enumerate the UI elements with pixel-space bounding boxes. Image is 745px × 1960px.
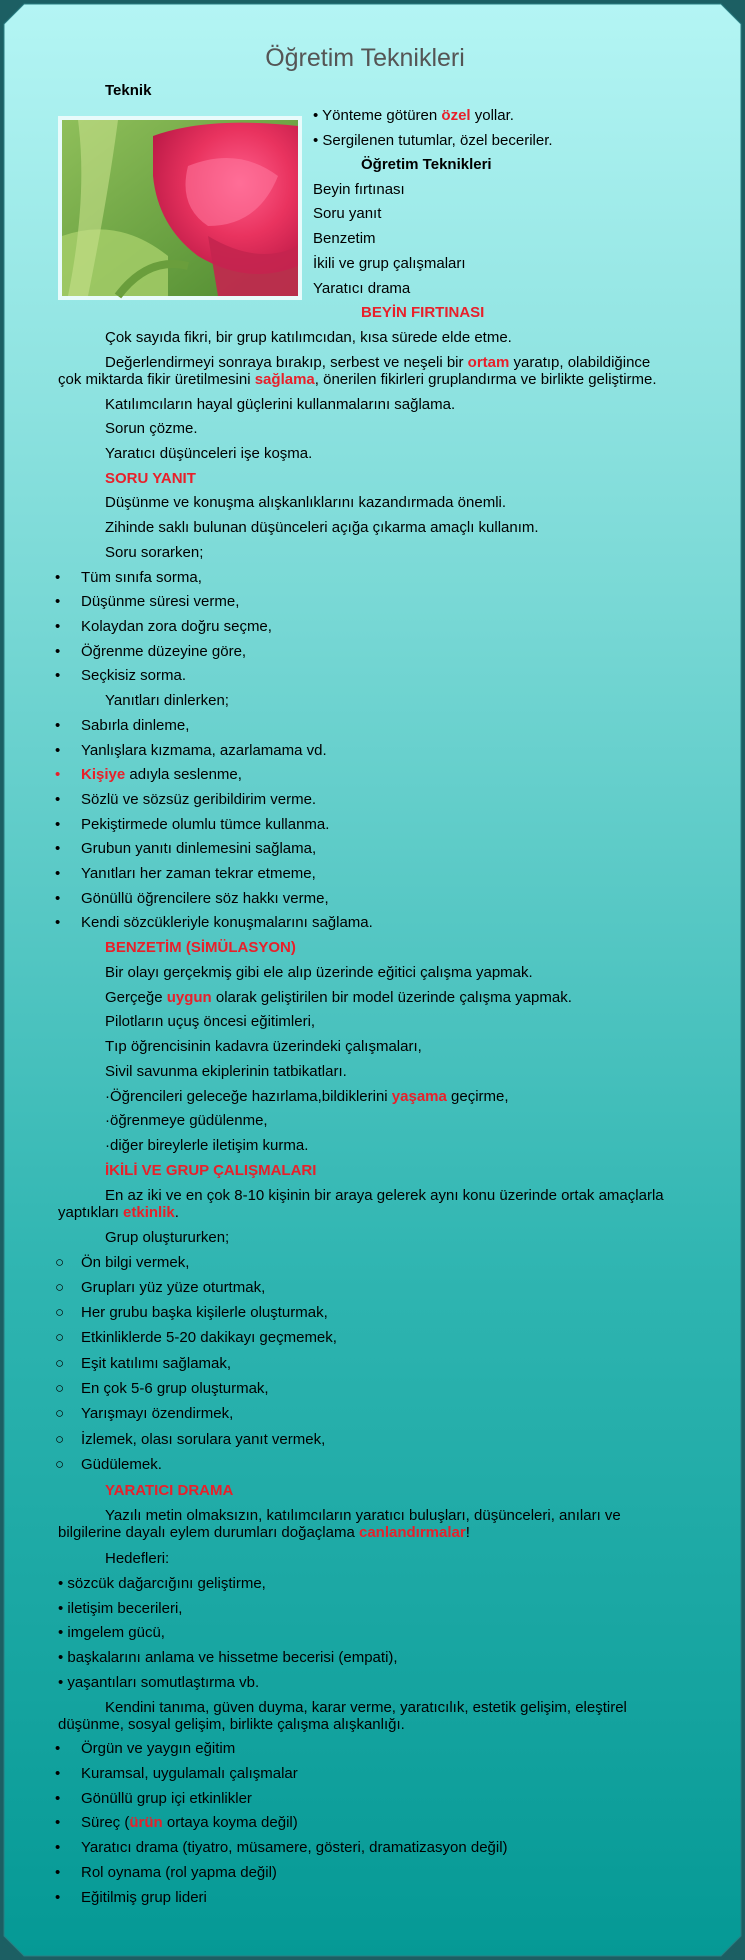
paragraph: En az iki ve en çok 8-10 kişinin bir araya gelerek aynı konu üzerinde ortak amaçlarla (105, 1187, 664, 1204)
text: yollar. (470, 107, 514, 124)
section-heading-drama: YARATICI DRAMA (105, 1482, 234, 1499)
paragraph: Zihinde saklı bulunan düşünceleri açığa çıkarma amaçlı kullanım. (105, 519, 539, 536)
highlight: yaşama (391, 1088, 447, 1105)
text: Gönüllü öğrencilere söz hakkı verme, (81, 890, 329, 907)
paragraph: Çok sayıda fikri, bir grup katılımcıdan, kısa sürede elde etme. (105, 329, 512, 346)
circle-bullet-icon: ○ (55, 1456, 65, 1473)
text (81, 1814, 298, 1832)
text: Seçkisiz sorma. (81, 667, 187, 684)
bullet-icon: • (55, 667, 61, 684)
paragraph (105, 989, 572, 1007)
bullet-icon: • (55, 840, 61, 857)
section-heading-beyin: BEYİN FIRTINASI (361, 304, 485, 321)
bullet-icon: • (55, 1814, 61, 1831)
text: Sözlü ve sözsüz geribildirim verme. (81, 791, 317, 808)
bullet-icon: • (55, 1790, 61, 1807)
circle-bullet-icon: ○ (55, 1304, 65, 1321)
text: Süreç ( (81, 1814, 130, 1831)
text: . (174, 1204, 179, 1221)
text: İzlemek, olası sorulara yanıt vermek, (81, 1431, 326, 1448)
text: Kuramsal, uygulamalı çalışmalar (81, 1765, 298, 1782)
paragraph: ·diğer bireylerle iletişim kurma. (105, 1137, 309, 1154)
text: Eğitilmiş grup lideri (81, 1889, 207, 1906)
circle-bullet-icon: ○ (55, 1254, 65, 1271)
bullet-icon: • (55, 742, 61, 759)
highlight: etkinlik (123, 1204, 175, 1221)
text: Ön bilgi vermek, (81, 1254, 190, 1271)
paragraph: Grup oluştururken; (105, 1229, 230, 1246)
goal-item: • başkalarını anlama ve hissetme becerisi (empati), (58, 1649, 398, 1666)
paragraph: Soru sorarken; (105, 544, 204, 561)
text: Kolaydan zora doğru seçme, (81, 618, 272, 635)
highlight: ortam (467, 354, 510, 371)
text: Grubun yanıtı dinlemesini sağlama, (81, 840, 317, 857)
goal-item: • iletişim becerileri, (58, 1600, 183, 1617)
bullet-icon: • (55, 1889, 61, 1906)
intro-line-2: • Sergilenen tutumlar, özel beceriler. (313, 132, 553, 149)
goal-item: • yaşantıları somutlaştırma vb. (58, 1674, 260, 1691)
goal-item: • sözcük dağarcığını geliştirme, (58, 1575, 266, 1592)
text: adıyla seslenme, (125, 766, 242, 783)
section-heading-grup: İKİLİ VE GRUP ÇALIŞMALARI (105, 1162, 317, 1179)
bullet-icon: • (55, 1740, 61, 1757)
section-heading-soru: SORU YANIT (105, 470, 196, 487)
text: Düşünme süresi verme, (81, 593, 240, 610)
circle-bullet-icon: ○ (55, 1329, 65, 1346)
paragraph: Katılımcıların hayal güçlerini kullanmalarını sağlama. (105, 396, 456, 413)
paragraph: Sivil savunma ekiplerinin tatbikatları. (105, 1063, 347, 1080)
bullet-icon: • (55, 865, 61, 882)
text: olarak geliştirilen bir model üzerinde çalışma yapmak. (211, 989, 572, 1006)
highlight: canlandırmalar (358, 1524, 466, 1541)
bullet-icon: • (55, 618, 61, 635)
circle-bullet-icon: ○ (55, 1380, 65, 1397)
text: Gönüllü grup içi etkinlikler (81, 1790, 252, 1807)
text: çok miktarda fikir üretilmesini (58, 371, 255, 388)
bullet-icon: • (55, 1765, 61, 1782)
paragraph (105, 1088, 509, 1106)
section-heading-benzetim: BENZETİM (SİMÜLASYON) (105, 939, 296, 956)
bullet-icon: • (55, 914, 61, 931)
circle-bullet-icon: ○ (55, 1279, 65, 1296)
highlight: Kişiye (81, 766, 126, 783)
text: , önerilen fikirleri gruplandırma ve birlikte geliştirme. (314, 371, 657, 388)
text: geçirme, (446, 1088, 509, 1105)
paragraph (105, 354, 650, 372)
text: Eşit katılımı sağlamak, (81, 1355, 232, 1372)
paragraph (58, 1204, 179, 1222)
bullet-icon: • (55, 791, 61, 808)
highlight: uygun (166, 989, 212, 1006)
paragraph: Pilotların uçuş öncesi eğitimleri, (105, 1013, 316, 1030)
goal-item: • imgelem gücü, (58, 1624, 165, 1641)
bullet-icon: • (55, 643, 61, 660)
paragraph: Yazılı metin olmaksızın, katılımcıların yaratıcı buluşları, düşünceleri, anıları ve (105, 1507, 621, 1524)
paragraph: Hedefleri: (105, 1550, 170, 1567)
text: Örgün ve yaygın eğitim (81, 1740, 236, 1757)
rose-photo (58, 116, 302, 300)
text: Yarışmayı özendirmek, (81, 1405, 234, 1422)
text: Kendi sözcükleriyle konuşmalarını sağlama. (81, 914, 373, 931)
bullet-icon: • (55, 717, 61, 734)
bullet-icon: • (55, 890, 61, 907)
circle-bullet-icon: ○ (55, 1355, 65, 1372)
highlight: ürün (129, 1814, 163, 1831)
sub-title: Öğretim Teknikleri (361, 156, 492, 173)
paragraph: düşünme, sosyal gelişim, birlikte çalışma alışkanlığı. (58, 1716, 405, 1733)
text: Etkinliklerde 5-20 dakikayı geçmemek, (81, 1329, 337, 1346)
text: Değerlendirmeyi sonraya bırakıp, serbest ve neşeli bir (105, 354, 468, 371)
technique-item: Benzetim (313, 230, 376, 247)
text: yaratıp, olabildiğince (509, 354, 651, 371)
bullet-icon: • (55, 766, 61, 783)
technique-item: Beyin fırtınası (313, 181, 405, 198)
paragraph: Yaratıcı düşünceleri işe koşma. (105, 445, 313, 462)
text (81, 766, 242, 784)
teknik-label: Teknik (105, 82, 152, 99)
text: bilgilerine dayalı eylem durumları doğaçlama (58, 1524, 359, 1541)
bullet-icon: • (55, 569, 61, 586)
text: Yanıtları her zaman tekrar etmeme, (81, 865, 316, 882)
paragraph: Düşünme ve konuşma alışkanlıklarını kazandırmada önemli. (105, 494, 507, 511)
circle-bullet-icon: ○ (55, 1405, 65, 1422)
page-title: Öğretim Teknikleri (265, 44, 465, 72)
technique-item: Yaratıcı drama (313, 280, 411, 297)
text: Rol oynama (rol yapma değil) (81, 1864, 277, 1881)
text: yaptıkları (58, 1204, 124, 1221)
paragraph: ·öğrenmeye güdülenme, (105, 1112, 268, 1129)
paragraph: Bir olayı gerçekmiş gibi ele alıp üzerinde eğitici çalışma yapmak. (105, 964, 533, 981)
text: ortaya koyma değil) (162, 1814, 298, 1831)
text: Öğrenme düzeyine göre, (81, 643, 247, 660)
intro-line-1 (313, 107, 514, 125)
text: Her grubu başka kişilerle oluşturmak, (81, 1304, 328, 1321)
text: Yanlışlara kızmama, azarlamama vd. (81, 742, 327, 759)
circle-bullet-icon: ○ (55, 1431, 65, 1448)
text: Pekiştirmede olumlu tümce kullanma. (81, 816, 330, 833)
text: Tüm sınıfa sorma, (81, 569, 202, 586)
text: ·Öğrencileri geleceğe hazırlama,bildiklerini (105, 1088, 392, 1105)
paragraph: Yanıtları dinlerken; (105, 692, 229, 709)
technique-item: Soru yanıt (313, 205, 382, 222)
text: En çok 5-6 grup oluşturmak, (81, 1380, 269, 1397)
paragraph (58, 371, 657, 389)
technique-item: İkili ve grup çalışmaları (313, 255, 466, 272)
text: • Yönteme götüren (313, 107, 442, 124)
paragraph: Sorun çözme. (105, 420, 198, 437)
bullet-icon: • (55, 1839, 61, 1856)
text: Sabırla dinleme, (81, 717, 190, 734)
bullet-icon: • (55, 593, 61, 610)
highlight: sağlama (254, 371, 315, 388)
paragraph (58, 1524, 470, 1542)
bullet-icon: • (55, 1864, 61, 1881)
text: Gerçeğe (105, 989, 167, 1006)
text: Yaratıcı drama (tiyatro, müsamere, gösteri, dramatizasyon değil) (81, 1839, 508, 1856)
text: Güdülemek. (81, 1456, 162, 1473)
bullet-icon: • (55, 816, 61, 833)
paragraph: Tıp öğrencisinin kadavra üzerindeki çalışmaları, (105, 1038, 422, 1055)
highlight: özel (441, 107, 471, 124)
text: ! (465, 1524, 470, 1541)
text: Grupları yüz yüze oturtmak, (81, 1279, 266, 1296)
paragraph: Kendini tanıma, güven duyma, karar verme, yaratıcılık, estetik gelişim, eleştirel (105, 1699, 627, 1716)
